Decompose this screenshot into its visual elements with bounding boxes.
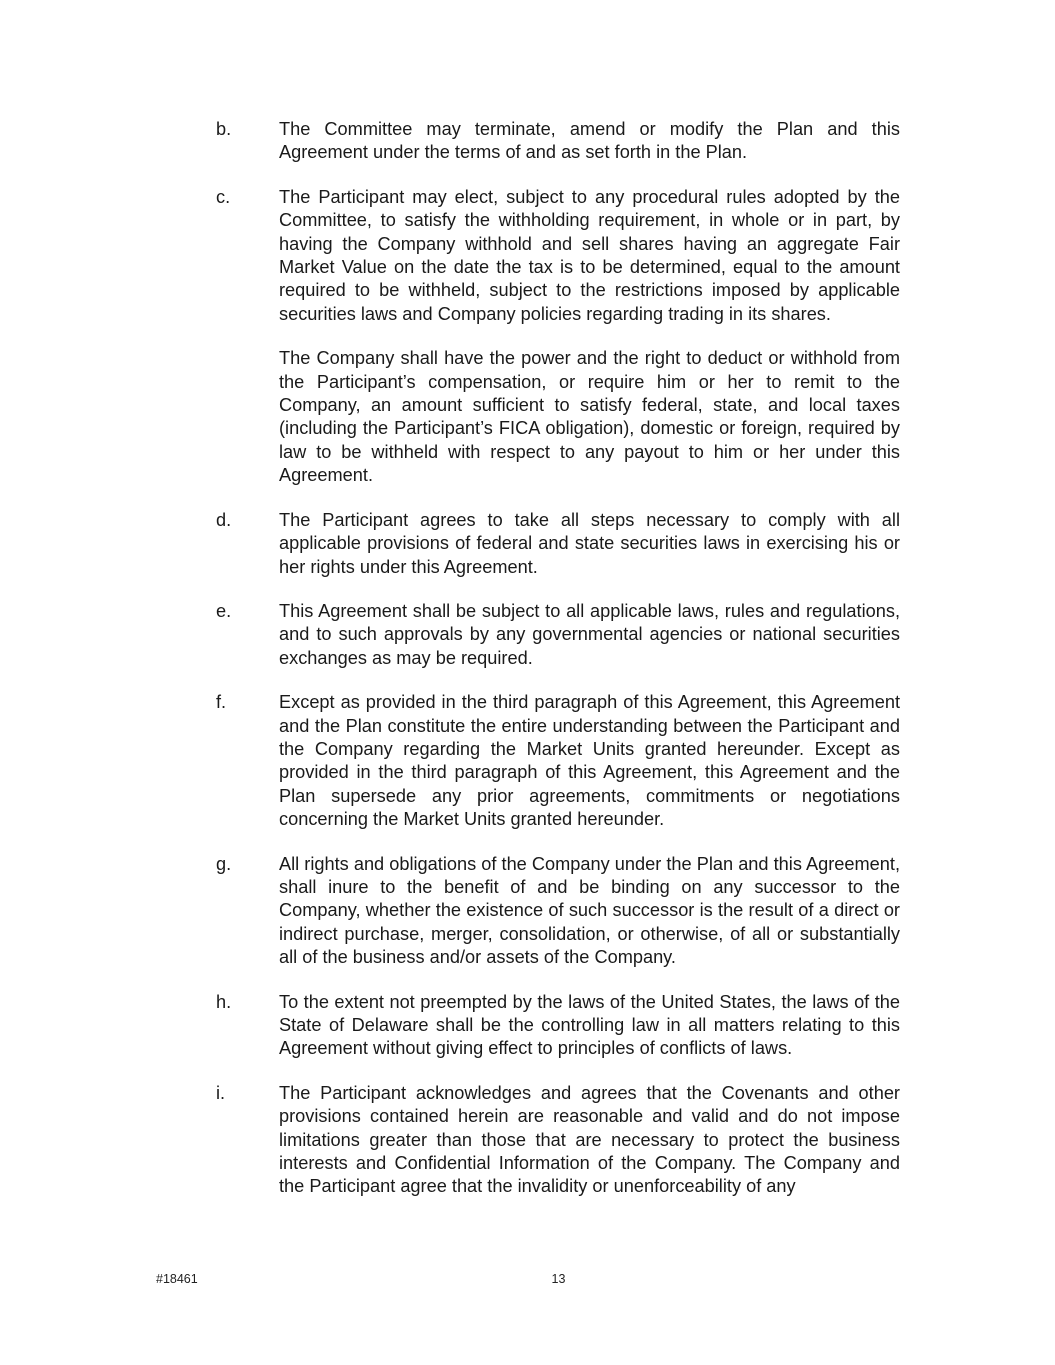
clause-label: d.	[216, 509, 232, 530]
clause-paragraph: The Participant agrees to take all steps necessary to comply with all applicable provisions of federal and state securities laws in exercising his or her rights under this Agreement.	[279, 509, 900, 577]
clause-paragraph: The Committee may terminate, amend or modify the Plan and this Agreement under the terms of and as set forth in the Plan.	[279, 119, 900, 163]
clause-paragraph: The Company shall have the power and the right to deduct or withhold from the Participant’s compensation, or require him or her to remit to the Company, an amount sufficient to satisfy federal, state, and local taxes (including the Participant’s FICA obligation), domestic or foreign, required by law to be withheld with respect to any payout to him or her under this Agreement.	[279, 348, 900, 486]
clause-paragraph: The Participant acknowledges and agrees that the Covenants and other provisions contained herein are reasonable and valid and do not impose limitations greater than those that are necessary to protect the business interests and Confidential Information of the Company. The Company and the Participant agree that the invalidity or unenforceability of any	[279, 1082, 900, 1197]
clause-body	[279, 991, 900, 1061]
clause-f	[216, 691, 900, 831]
clause-label: f.	[216, 692, 227, 713]
document-body	[216, 118, 900, 1220]
clause-body	[279, 691, 900, 831]
clause-e	[216, 600, 900, 670]
clause-c	[216, 186, 900, 488]
clause-body	[279, 853, 900, 970]
clause-label: h.	[216, 991, 232, 1012]
document-id: #18461	[156, 1272, 198, 1286]
clause-body	[279, 118, 900, 165]
clause-g	[216, 853, 900, 970]
clause-paragraph: This Agreement shall be subject to all applicable laws, rules and regulations, and to such approvals by any governmental agencies or national securities exchanges as may be required.	[279, 600, 900, 668]
clause-body	[279, 186, 900, 488]
clause-d	[216, 509, 900, 579]
clause-paragraph: To the extent not preempted by the laws of the United States, the laws of the State of Delaware shall be the controlling law in all matters relating to this Agreement without giving effect to principles of conflicts of laws.	[279, 991, 900, 1059]
page-number: 13	[551, 1272, 566, 1286]
clause-body	[279, 600, 900, 670]
clause-i	[216, 1082, 900, 1199]
clause-label: e.	[216, 600, 232, 621]
clause-label: g.	[216, 853, 232, 874]
clause-paragraph: All rights and obligations of the Company under the Plan and this Agreement, shall inure to the benefit of and be binding on any successor to the Company, whether the existence of such successor is the result of a direct or indirect purchase, merger, consolidation, or otherwise, of all or substantially all of the business and/or assets of the Company.	[279, 853, 900, 968]
clause-label: c.	[216, 186, 231, 207]
clause-b	[216, 118, 900, 165]
clause-label: i.	[216, 1082, 226, 1103]
clause-body	[279, 509, 900, 579]
clause-body	[279, 1082, 900, 1199]
clause-paragraph: Except as provided in the third paragraph of this Agreement, this Agreement and the Plan constitute the entire understanding between the Participant and the Company regarding the Market Units granted hereunder. Except as provided in the third paragraph of this Agreement, this Agreement and the Plan supersede any prior agreements, commitments or negotiations concerning the Market Units granted hereunder.	[279, 692, 900, 830]
clause-h	[216, 991, 900, 1061]
clause-paragraph: The Participant may elect, subject to any procedural rules adopted by the Committee, to satisfy the withholding requirement, in whole or in part, by having the Company withhold and sell shares having an aggregate Fair Market Value on the date the tax is to be determined, equal to the amount required to be withheld, subject to the restrictions imposed by applicable securities laws and Company policies regarding trading in its shares.	[279, 186, 900, 324]
clause-label: b.	[216, 119, 232, 139]
